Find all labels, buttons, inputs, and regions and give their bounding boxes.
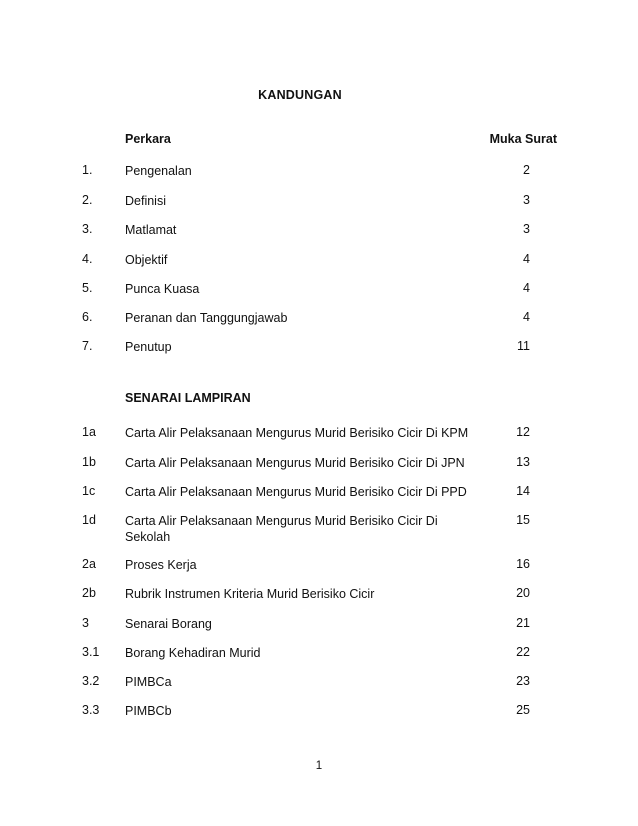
- contents-row: [82, 193, 530, 213]
- contents-page-number: 3: [523, 193, 530, 207]
- appendix-row: [82, 513, 530, 544]
- appendix-label: Rubrik Instrumen Kriteria Murid Berisiko Cicir: [125, 587, 375, 601]
- contents-number: 7.: [82, 339, 93, 353]
- appendix-label: Carta Alir Pelaksanaan Mengurus Murid Berisiko Cicir Di Sekolah: [125, 514, 438, 544]
- appendix-row: [82, 616, 530, 636]
- appendix-page-number: 20: [516, 586, 530, 600]
- contents-header: [82, 132, 557, 152]
- appendix-page-number: 16: [516, 557, 530, 571]
- appendix-label: Carta Alir Pelaksanaan Mengurus Murid Berisiko Cicir Di PPD: [125, 485, 467, 499]
- appendix-label: Carta Alir Pelaksanaan Mengurus Murid Berisiko Cicir Di KPM: [125, 426, 469, 440]
- contents-number: 2.: [82, 193, 93, 207]
- footer-page-number: 1: [315, 760, 323, 772]
- appendix-number: 3.3: [82, 703, 100, 717]
- appendix-number: 2b: [82, 586, 96, 600]
- contents-number: 1.: [82, 163, 93, 177]
- appendix-page-number: 14: [516, 484, 530, 498]
- appendix-row: [82, 586, 530, 606]
- contents-label: Peranan dan Tanggungjawab: [125, 311, 288, 325]
- appendix-number: 1d: [82, 513, 96, 527]
- appendix-title: SENARAI LAMPIRAN: [125, 391, 251, 405]
- appendix-label: PIMBCa: [125, 675, 172, 689]
- appendix-page-number: 23: [516, 674, 530, 688]
- appendix-number: 3.1: [82, 645, 100, 659]
- contents-label: Pengenalan: [125, 164, 192, 178]
- contents-label: Definisi: [125, 194, 166, 208]
- appendix-page-number: 13: [516, 455, 530, 469]
- contents-page-number: 3: [523, 222, 530, 236]
- contents-page-number: 2: [523, 163, 530, 177]
- appendix-row: [82, 674, 530, 694]
- appendix-label: Borang Kehadiran Murid: [125, 646, 261, 660]
- appendix-number: 1b: [82, 455, 96, 469]
- appendix-number: 1a: [82, 425, 96, 439]
- contents-row: [82, 281, 530, 301]
- appendix-label: Proses Kerja: [125, 558, 197, 572]
- appendix-number: 1c: [82, 484, 96, 498]
- appendix-row: [82, 557, 530, 577]
- contents-label: Penutup: [125, 340, 172, 354]
- contents-label: Punca Kuasa: [125, 282, 200, 296]
- appendix-row: [82, 425, 530, 445]
- appendix-page-number: 12: [516, 425, 530, 439]
- contents-row: [82, 339, 530, 359]
- appendix-label: PIMBCb: [125, 704, 172, 718]
- contents-page-number: 4: [523, 310, 530, 324]
- appendix-row: [82, 645, 530, 665]
- appendix-number: 2a: [82, 557, 96, 571]
- header-muka-surat: Muka Surat: [489, 132, 557, 146]
- appendix-row: [82, 703, 530, 723]
- appendix-number: 3: [82, 616, 89, 630]
- contents-label: Objektif: [125, 253, 168, 267]
- contents-row: [82, 222, 530, 242]
- contents-number: 4.: [82, 252, 93, 266]
- contents-label: Matlamat: [125, 223, 177, 237]
- contents-page-number: 4: [523, 281, 530, 295]
- appendix-label: Carta Alir Pelaksanaan Mengurus Murid Berisiko Cicir Di JPN: [125, 456, 465, 470]
- contents-number: 5.: [82, 281, 93, 295]
- appendix-page-number: 25: [516, 703, 530, 717]
- appendix-row: [82, 455, 530, 475]
- contents-number: 3.: [82, 222, 93, 236]
- appendix-page-number: 15: [516, 513, 530, 527]
- appendix-row: [82, 484, 530, 504]
- appendix-page-number: 22: [516, 645, 530, 659]
- contents-row: [82, 252, 530, 272]
- contents-row: [82, 310, 530, 330]
- appendix-page-number: 21: [516, 616, 530, 630]
- contents-page-number: 11: [517, 339, 530, 353]
- appendix-number: 3.2: [82, 674, 100, 688]
- appendix-label: Senarai Borang: [125, 617, 212, 631]
- header-perkara: Perkara: [125, 132, 171, 146]
- contents-page-number: 4: [523, 252, 530, 266]
- contents-number: 6.: [82, 310, 93, 324]
- contents-row: [82, 163, 530, 183]
- page-title: KANDUNGAN: [258, 88, 342, 102]
